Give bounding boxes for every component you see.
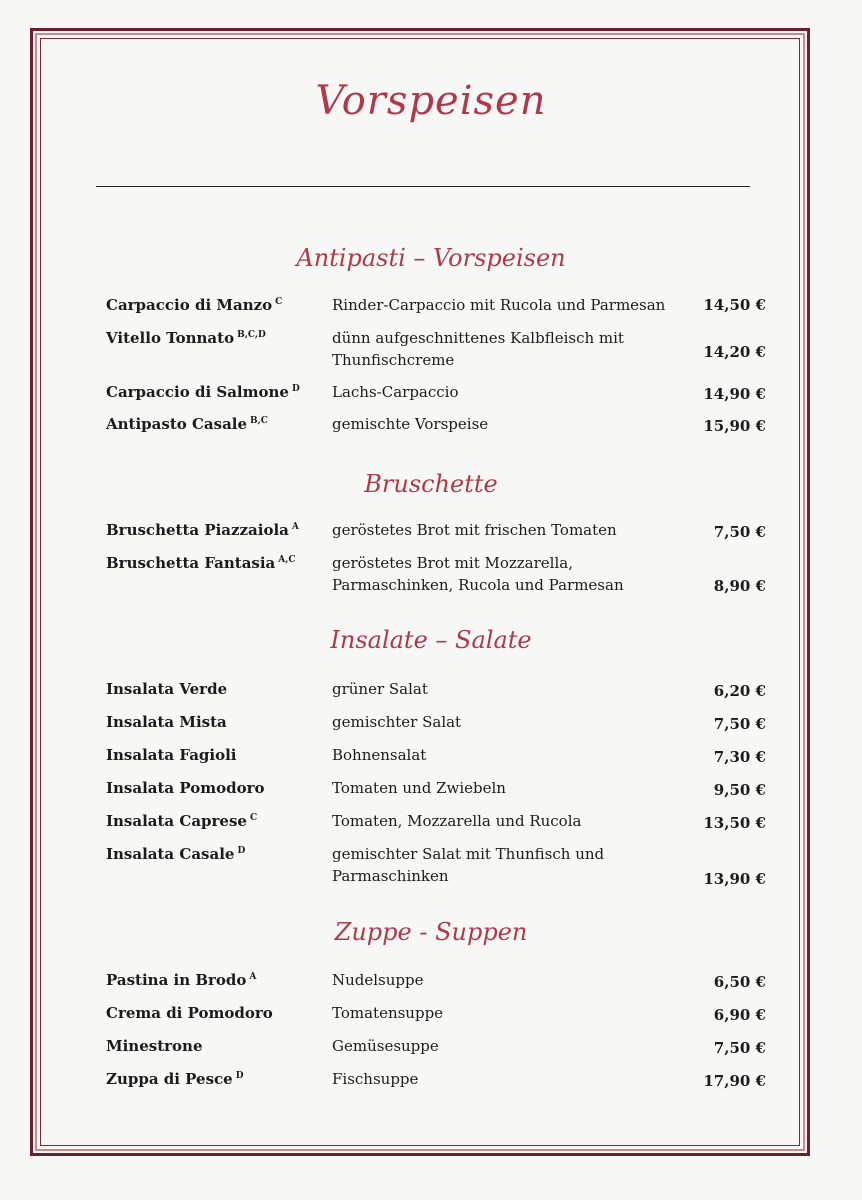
item-name: Insalata Verde — [106, 680, 228, 698]
allergen-codes: D — [237, 846, 246, 856]
item-description: geröstetes Brot mit frischen Tomaten — [332, 521, 617, 539]
item-price: 6,90 € — [713, 1006, 766, 1024]
item-name: Insalata Casale $^D$ — [106, 845, 246, 863]
item-description: Bohnensalat — [332, 746, 427, 764]
item-name: Insalata Mista — [106, 713, 227, 731]
item-price: 7,30 € — [713, 748, 766, 766]
item-description: Fischsuppe — [332, 1070, 419, 1088]
allergen-codes: D — [235, 1071, 244, 1081]
item-description: grüner Salat — [332, 680, 428, 698]
item-price: 14,90 € — [703, 385, 766, 403]
item-description: Tomaten, Mozzarella und Rucola — [332, 812, 582, 830]
item-description: Tomatensuppe — [332, 1004, 444, 1022]
item-price: 14,20 € — [703, 343, 766, 361]
item-name: Insalata Pomodoro — [106, 779, 265, 797]
item-name: Pastina in Brodo $^A$ — [106, 971, 257, 989]
item-name: Bruschetta Piazzaiola $^A$ — [106, 521, 299, 539]
allergen-codes: A — [249, 972, 257, 982]
allergen-codes: B,C — [250, 416, 268, 426]
allergen-codes: B,C,D — [237, 330, 266, 340]
item-name: Insalata Fagioli — [106, 746, 237, 764]
item-name: Antipasto Casale $^{B,C}$ — [106, 415, 268, 433]
title-divider — [96, 186, 750, 187]
item-description: Tomaten und Zwiebeln — [332, 779, 506, 797]
section-heading-insalate: Insalate – Salate — [330, 626, 532, 654]
item-name: Vitello Tonnato $^{B,C,D}$ — [106, 329, 266, 347]
item-name: Carpaccio di Manzo $^C$ — [106, 296, 283, 314]
item-name: Minestrone — [106, 1037, 203, 1055]
page-title: Vorspeisen — [315, 78, 547, 124]
item-price: 13,90 € — [703, 870, 766, 888]
section-heading-antipasti: Antipasti – Vorspeisen — [296, 244, 566, 272]
item-description: Rinder-Carpaccio mit Rucola und Parmesan — [332, 296, 666, 314]
item-description: gemischter Salat — [332, 713, 462, 731]
item-price: 15,90 € — [703, 417, 766, 435]
allergen-codes: A — [291, 522, 299, 532]
item-description: Gemüsesuppe — [332, 1037, 439, 1055]
item-price: 7,50 € — [713, 1039, 766, 1057]
allergen-codes: C — [249, 813, 258, 823]
item-description: gemischter Salat mit Thunfisch und Parmaschinken — [332, 845, 605, 885]
item-description: dünn aufgeschnittenes Kalbfleisch mit Thunfischcreme — [332, 329, 624, 369]
item-description: Nudelsuppe — [332, 971, 424, 989]
item-price: 9,50 € — [713, 781, 766, 799]
item-price: 17,90 € — [703, 1072, 766, 1090]
allergen-codes: A,C — [278, 555, 296, 565]
item-price: 7,50 € — [713, 523, 766, 541]
item-price: 6,20 € — [713, 682, 766, 700]
item-name: Zuppa di Pesce $^D$ — [106, 1070, 244, 1088]
allergen-codes: C — [275, 297, 283, 307]
allergen-codes: D — [291, 384, 300, 394]
item-description: Lachs-Carpaccio — [332, 383, 459, 401]
section-heading-zuppe: Zuppe - Suppen — [334, 918, 528, 946]
section-heading-bruschette: Bruschette — [364, 470, 498, 498]
item-price: 6,50 € — [713, 973, 766, 991]
item-price: 7,50 € — [713, 715, 766, 733]
item-description: gemischte Vorspeise — [332, 415, 489, 433]
item-price: 8,90 € — [713, 577, 766, 595]
item-name: Crema di Pomodoro — [106, 1004, 273, 1022]
item-price: 14,50 € — [703, 296, 766, 314]
item-description: geröstetes Brot mit Mozzarella, Parmaschinken, Rucola und Parmesan — [332, 554, 624, 594]
item-name: Carpaccio di Salmone $^D$ — [106, 383, 300, 401]
item-price: 13,50 € — [703, 814, 766, 832]
item-name: Bruschetta Fantasia $^{A,C}$ — [106, 554, 296, 572]
item-name: Insalata Caprese $^C$ — [106, 812, 258, 830]
